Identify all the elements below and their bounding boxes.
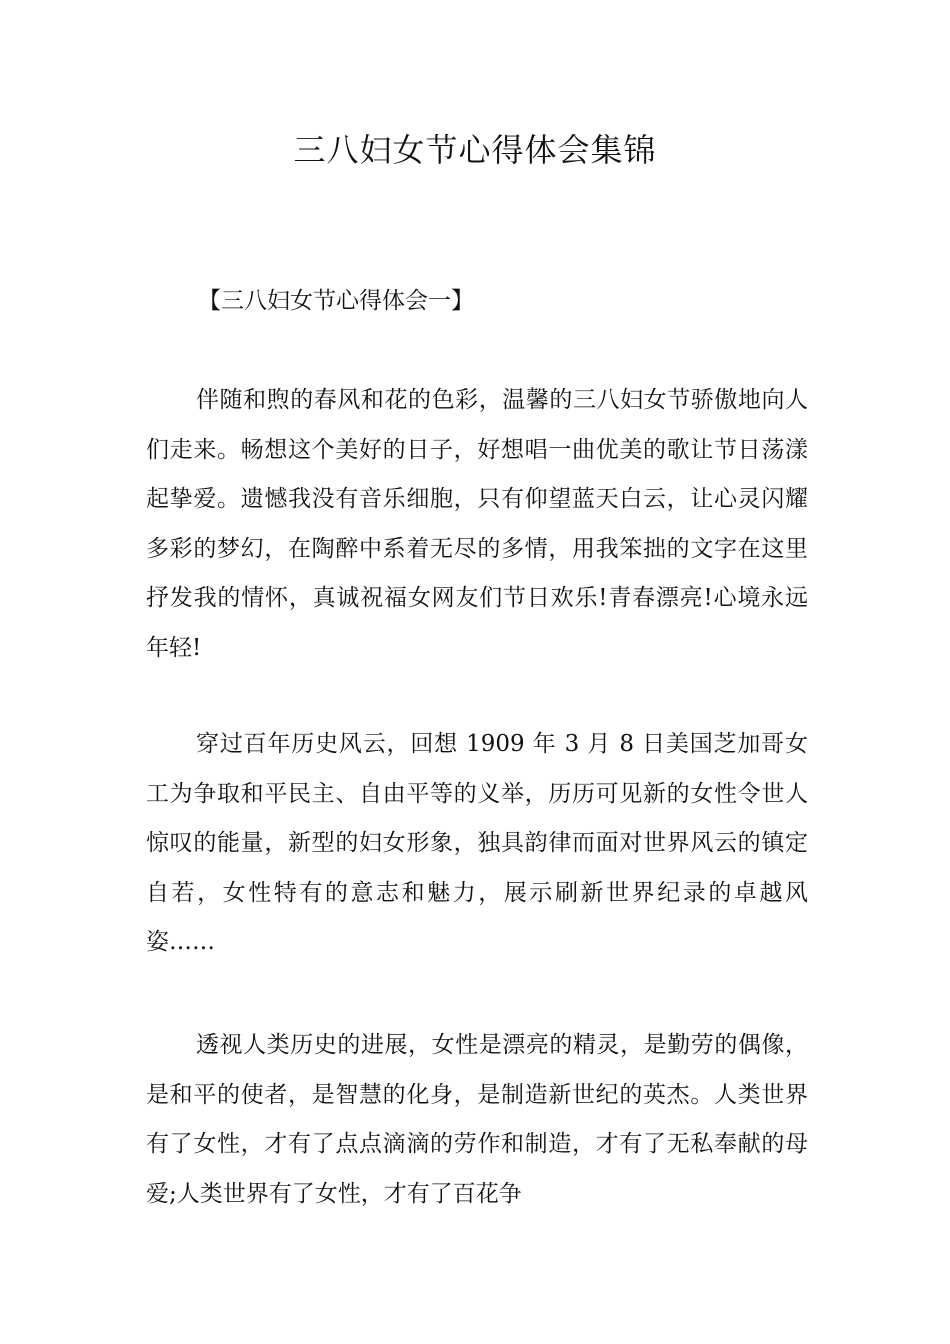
document-title: 三八妇女节心得体会集锦: [293, 131, 657, 169]
paragraph-1: 伴随和煦的春风和花的色彩，温馨的三八妇女节骄傲地向人们走来。畅想这个美好的日子，好想唱一曲优美的歌让节日荡漾起挚爱。遗憾我没有音乐细胞，只有仰望蓝天白云，让心灵闪耀多彩的梦幻，在陶醉中系着无尽的多情，用我笨拙的文字在这里抒发我的情怀，真诚祝福女网友们节日欢乐!青春漂亮!心境永远年轻!: [146, 387, 808, 661]
paragraph-3: 透视人类历史的进展，女性是漂亮的精灵，是勤劳的偶像，是和平的使者，是智慧的化身，是制造新世纪的英杰。人类世界有了女性，才有了点点滴滴的劳作和制造，才有了无私奉献的母爱;人类世界有了女性，才有了百花争: [146, 1032, 808, 1207]
paragraph-2: 穿过百年历史风云，回想 1909 年 3 月 8 日美国芝加哥女工为争取和平民主、自由平等的义举，历历可见新的女性令世人惊叹的能量，新型的妇女形象，独具韵律而面对世界风云的镇定自若，女性特有的意志和魅力，展示刷新世界纪录的卓越风姿……: [146, 731, 808, 955]
section-heading: 【三八妇女节心得体会一】: [198, 288, 474, 314]
